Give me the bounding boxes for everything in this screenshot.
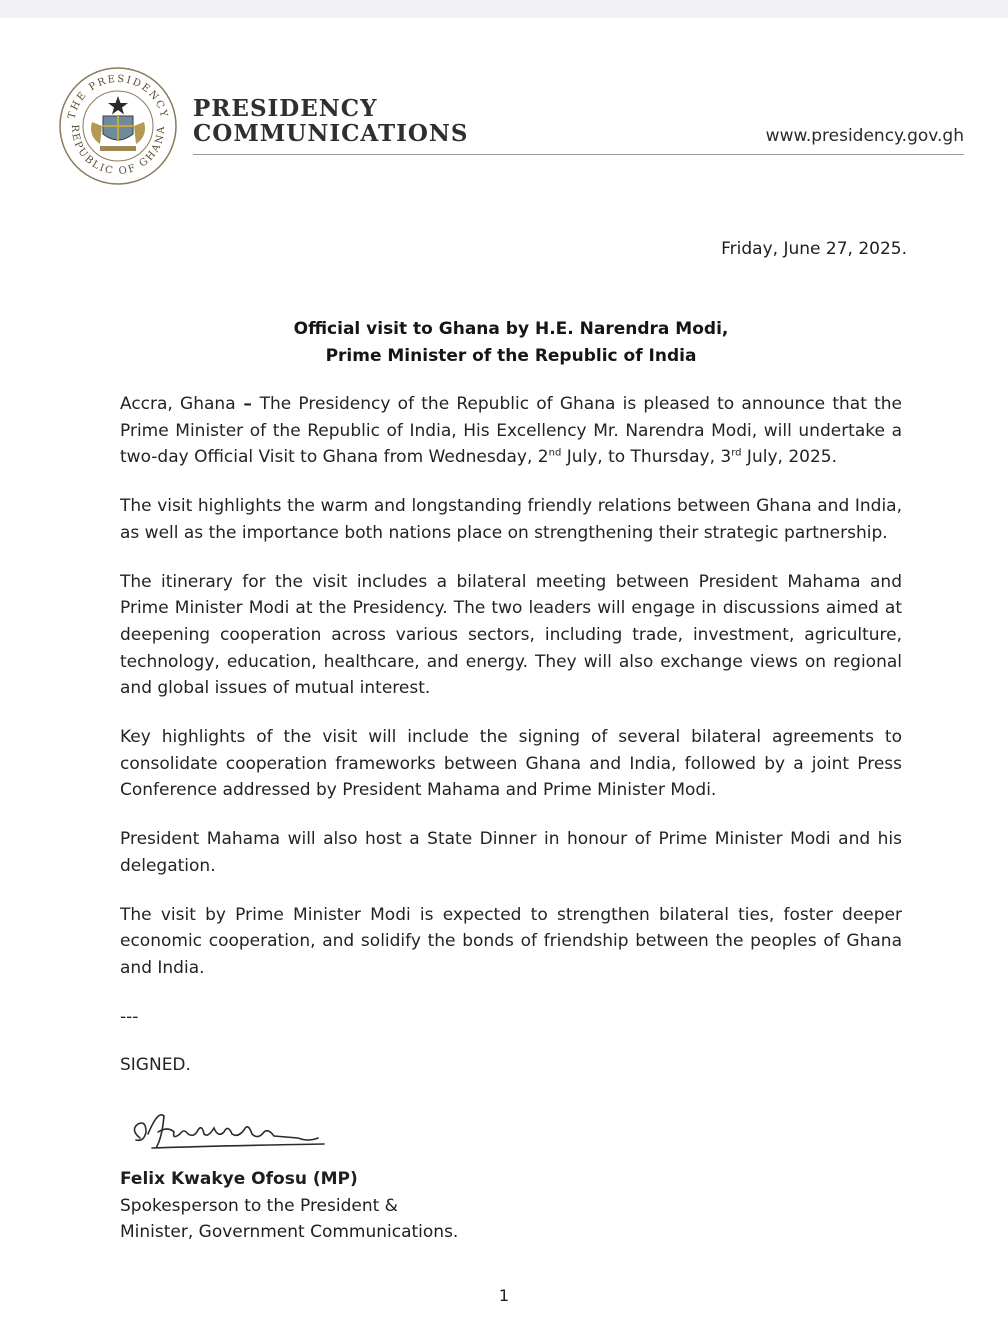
- presidency-seal-logo: [58, 66, 178, 186]
- paragraph-4: Key highlights of the visit will include the signing of several bilateral agreements to consolidate cooperation frameworks between Ghana and India, followed by a joint Press Conference addressed by President Mahama and Prime Minister Modi.: [120, 727, 902, 801]
- paragraph-3: The itinerary for the visit includes a bilateral meeting between President Mahama and Prime Minister Modi at the Presidency. The two leaders will engage in discussions aimed at deepening cooperation across various sectors, including trade, investment, agriculture, technology, education, healthcare, and energy. They will also exchange views on regional and global issues of mutual interest.: [120, 571, 902, 699]
- separator: ---: [120, 1006, 139, 1027]
- website-link[interactable]: www.presidency.gov.gh: [765, 126, 964, 146]
- release-date: Friday, June 27, 2025.: [721, 239, 907, 259]
- svg-text:THE PRESIDENCY: THE PRESIDENCY: [66, 73, 170, 121]
- title-line2: Prime Minister of the Republic of India: [325, 346, 697, 366]
- superscript-rd: rd: [731, 447, 742, 459]
- paragraph-1-text-a: The Presidency of the Republic of Ghana is pleased to announce that the Prime Minister of the Republic of India, His Excellency Mr. Narendra Modi, will undertake a two-day Official Visit to Ghana from Wednesday, 2: [120, 394, 902, 468]
- signatory-name: Felix Kwakye Ofosu (MP): [120, 1169, 358, 1189]
- signed-label: SIGNED.: [120, 1055, 191, 1076]
- org-name: [193, 96, 469, 146]
- signatory-title-line1: Spokesperson to the President &: [120, 1196, 398, 1216]
- paragraph-1-text-b: July, to Thursday, 3: [561, 447, 732, 468]
- paragraph-6: The visit by Prime Minister Modi is expected to strengthen bilateral ties, foster deeper economic cooperation, and solidify the bonds of friendship between the peoples of Ghana and India.: [120, 904, 902, 978]
- paragraph-1-text-c: July, 2025.: [741, 447, 837, 468]
- signatory-title-line2: Minister, Government Communications.: [120, 1222, 459, 1242]
- dateline: Accra, Ghana: [120, 394, 236, 414]
- signatory-title: [120, 1193, 458, 1245]
- paragraph-2: The visit highlights the warm and longstanding friendly relations between Ghana and India, as well as the importance both nations place on strengthening their strategic partnership.: [120, 496, 902, 543]
- org-name-line1: PRESIDENCY: [193, 95, 378, 122]
- paragraph-1: [120, 391, 902, 471]
- title-line1: Official visit to Ghana by H.E. Narendra Modi,: [293, 319, 729, 339]
- press-release-title: [120, 316, 902, 370]
- page-number: 1: [498, 1286, 510, 1305]
- top-bar: [0, 0, 1008, 18]
- header-rule: [193, 154, 964, 155]
- dateline-dash: –: [235, 394, 260, 414]
- superscript-nd: nd: [548, 447, 562, 459]
- org-name-line2: COMMUNICATIONS: [193, 120, 469, 147]
- svg-text:REPUBLIC OF GHANA: REPUBLIC OF GHANA: [68, 124, 168, 178]
- press-release-body: [120, 391, 902, 1101]
- paragraph-5: President Mahama will also host a State Dinner in honour of Prime Minister Modi and his delegation.: [120, 829, 902, 876]
- handwritten-signature: [128, 1108, 328, 1158]
